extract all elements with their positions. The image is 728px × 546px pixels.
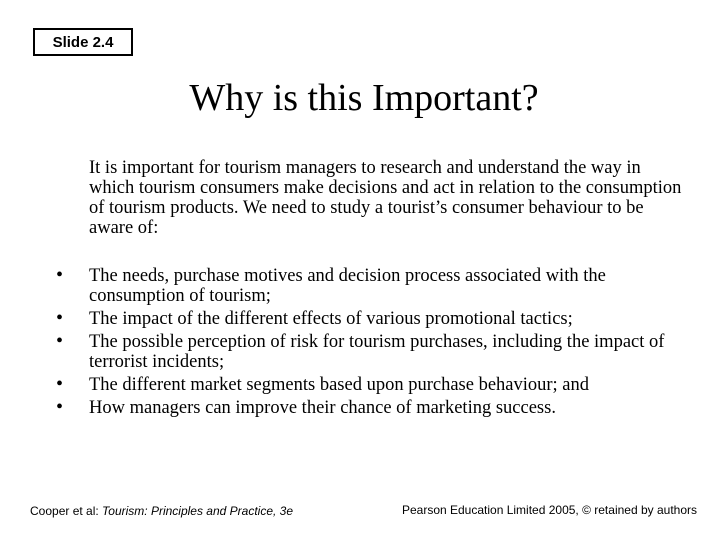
bullet-dot-icon: • xyxy=(56,373,64,395)
bullet-list xyxy=(0,266,728,421)
bullet-text: The needs, purchase motives and decision process associated with the consumption of tourism; xyxy=(89,266,606,306)
bullet-item xyxy=(0,398,689,418)
slide-title: Why is this Important? xyxy=(189,77,539,119)
footer-citation xyxy=(30,504,293,518)
bullet-text: The different market segments based upon purchase behaviour; and xyxy=(89,375,590,395)
bullet-text: How managers can improve their chance of marketing success. xyxy=(89,398,556,418)
bullet-text: The impact of the different effects of various promotional tactics; xyxy=(89,309,573,329)
bullet-dot-icon: • xyxy=(56,396,64,418)
slide-number-badge: Slide 2.4 xyxy=(33,28,133,56)
citation-prefix: Cooper et al: xyxy=(30,504,103,518)
bullet-item xyxy=(0,375,689,395)
bullet-dot-icon: • xyxy=(56,264,64,286)
intro-paragraph: It is important for tourism managers to research and understand the way in which tourism consumers make decisions and act in relation to the consumption of tourism products. We need to study a tourist’s consumer behaviour to be aware of: xyxy=(89,158,682,238)
citation-title: Tourism: Principles and Practice, 3e xyxy=(102,504,294,518)
bullet-text: The possible perception of risk for tourism purchases, including the impact of terrorist incidents; xyxy=(89,332,665,372)
footer-copyright: Pearson Education Limited 2005, © retained by authors xyxy=(401,503,697,517)
bullet-item xyxy=(0,332,689,372)
bullet-item xyxy=(0,309,689,329)
bullet-dot-icon: • xyxy=(56,330,64,352)
bullet-dot-icon: • xyxy=(56,307,64,329)
bullet-item xyxy=(0,266,689,306)
